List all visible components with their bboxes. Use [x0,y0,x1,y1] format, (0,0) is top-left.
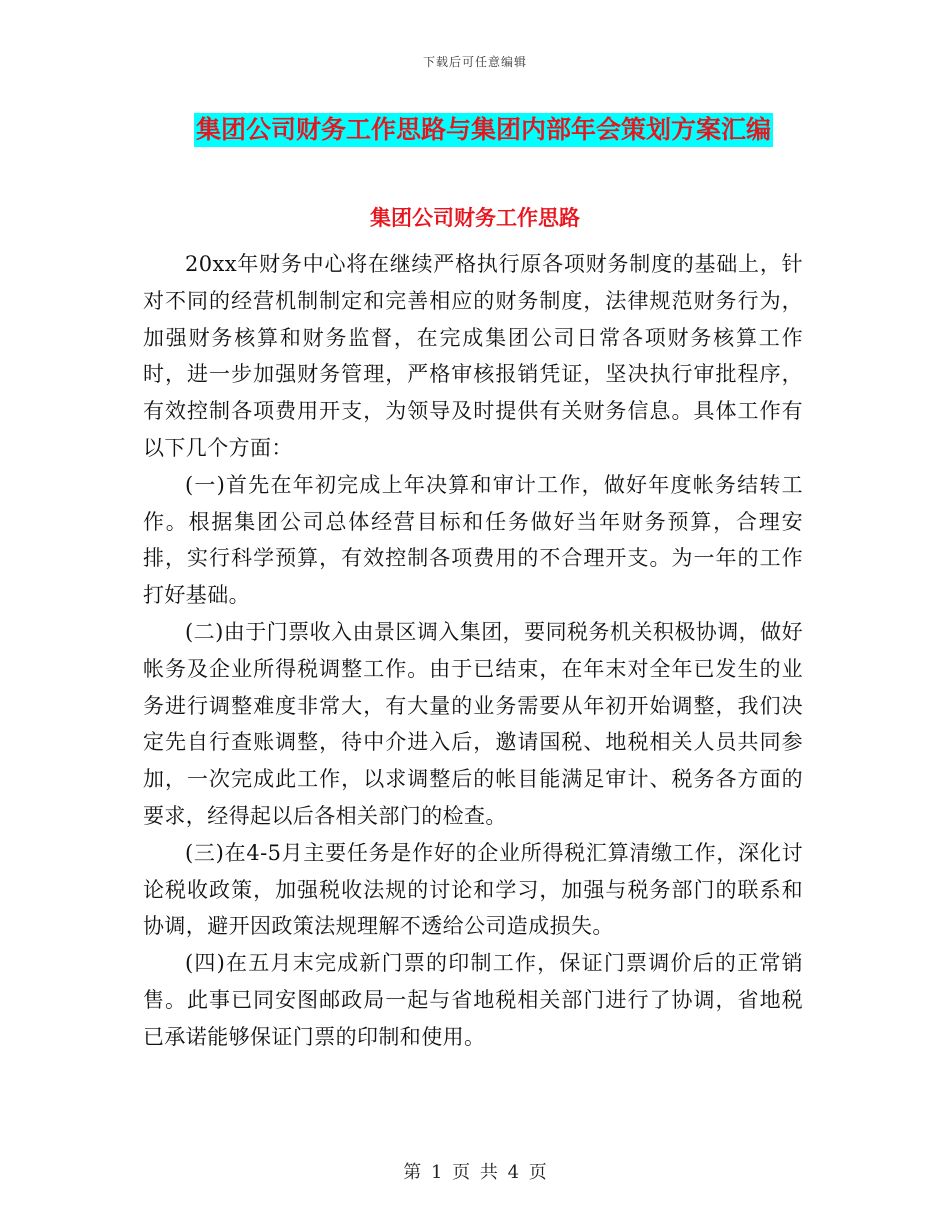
paragraph-intro: 20xx年财务中心将在继续严格执行原各项财务制度的基础上，针对不同的经营机制制定和完善相应的财务制度，法律规范财务行为，加强财务核算和财务监督，在完成集团公司日常各项财务核算工作时，进一步加强财务管理，严格审核报销凭证，坚决执行审批程序，有效控制各项费用开支，为领导及时提供有关财务信息。具体工作有以下几个方面： [143,252,803,460]
document-body [143,246,803,1056]
section-title: 集团公司财务工作思路 [370,205,580,230]
document-title: 集团公司财务工作思路与集团内部年会策划方案汇编 [194,113,773,147]
paragraph-item-4: (四)在五月末完成新门票的印制工作，保证门票调价后的正常销售。此事已同安图邮政局一起与省地税相关部门进行了协调，省地税已承诺能够保证门票的印制和使用。 [143,951,803,1049]
page-number: 第 1 页 共 4 页 [403,1162,547,1183]
paragraph-item-3: (三)在4-5月主要任务是作好的企业所得税汇算清缴工作，深化讨论税收政策，加强税收法规的讨论和学习，加强与税务部门的联系和协调，避开因政策法规理解不透给公司造成损失。 [143,840,803,939]
paragraph-item-2: (二)由于门票收入由景区调入集团，要同税务机关积极协调，做好帐务及企业所得税调整工作。由于已结束，在年末对全年已发生的业务进行调整难度非常大，有大量的业务需要从年初开始调整，我们决定先自行查账调整，待中介进入后，邀请国税、地税相关人员共同参加，一次完成此工作，以求调整后的帐目能满足审计、税务各方面的要求，经得起以后各相关部门的检查。 [143,619,803,828]
paragraph-item-1: (一)首先在年初完成上年决算和审计工作，做好年度帐务结转工作。根据集团公司总体经营目标和任务做好当年财务预算，合理安排，实行科学预算，有效控制各项费用的不合理开支。为一年的工作打好基础。 [143,472,803,608]
page-header-note: 下载后可任意编辑 [422,55,527,69]
